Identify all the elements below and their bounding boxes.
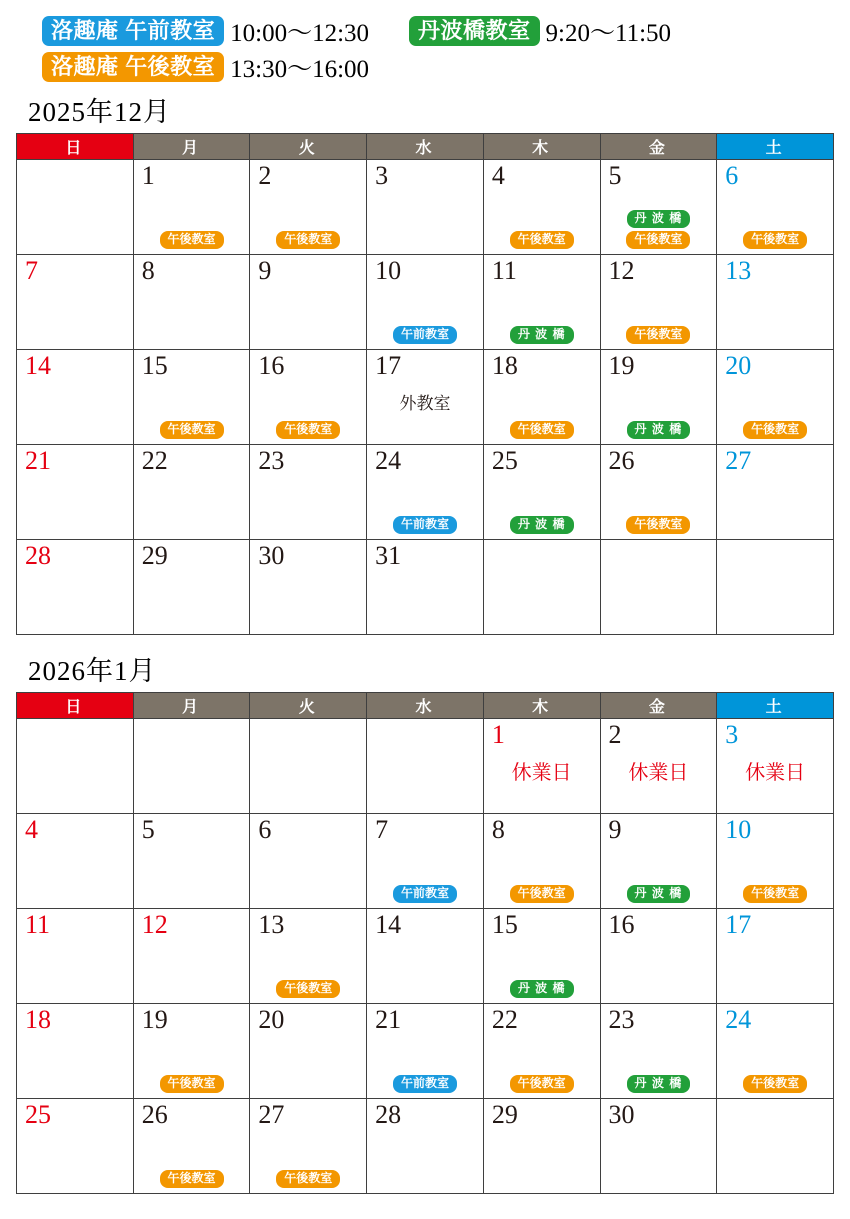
day-number: 25 (25, 1100, 51, 1129)
weekday-header-0: 日 (17, 693, 134, 719)
event-tags (250, 231, 366, 249)
week-row (17, 909, 834, 1004)
day-number: 15 (141, 351, 168, 380)
day-cell[interactable] (133, 1099, 250, 1194)
day-cell[interactable] (717, 814, 834, 909)
day-number: 20 (725, 351, 752, 380)
event-tags (484, 1075, 600, 1093)
event-tag[interactable]: 午後教室 (626, 326, 690, 344)
event-tags (484, 885, 600, 903)
day-number: 6 (725, 161, 739, 190)
event-tags (717, 231, 833, 249)
event-tags (484, 516, 600, 534)
day-cell[interactable] (133, 160, 250, 255)
weekday-header-4: 木 (483, 134, 600, 160)
day-cell[interactable] (17, 719, 134, 814)
week-row (17, 1004, 834, 1099)
day-number: 4 (491, 161, 505, 190)
day-cell[interactable] (250, 160, 367, 255)
day-number: 14 (25, 351, 51, 380)
calendar-table (16, 133, 834, 635)
event-tags (134, 421, 250, 439)
day-cell[interactable] (717, 1004, 834, 1099)
day-number: 12 (141, 910, 168, 939)
day-cell[interactable] (133, 814, 250, 909)
week-row (17, 540, 834, 635)
day-number: 7 (25, 256, 38, 285)
day-number: 30 (608, 1100, 635, 1129)
day-cell[interactable] (250, 719, 367, 814)
day-number: 19 (608, 351, 635, 380)
event-tag[interactable]: 午後教室 (510, 885, 574, 903)
day-cell[interactable] (717, 1099, 834, 1194)
event-tags (250, 1170, 366, 1188)
event-tag[interactable]: 午後教室 (276, 231, 340, 249)
day-cell[interactable] (17, 909, 134, 1004)
event-tag[interactable]: 午後教室 (743, 421, 807, 439)
event-tag[interactable]: 午後教室 (276, 1170, 340, 1188)
week-row (17, 255, 834, 350)
day-cell[interactable] (133, 255, 250, 350)
day-number: 5 (141, 815, 155, 844)
day-cell[interactable] (483, 1099, 600, 1194)
day-cell[interactable] (600, 719, 717, 814)
day-cell[interactable] (250, 814, 367, 909)
day-number: 10 (375, 256, 402, 285)
day-cell[interactable] (17, 540, 134, 635)
day-cell[interactable] (133, 1004, 250, 1099)
legend-row (16, 14, 834, 48)
legend-pill: 洛趣庵 午前教室 (42, 16, 224, 46)
day-cell[interactable] (367, 1099, 484, 1194)
day-number: 3 (725, 720, 739, 749)
day-cell[interactable] (17, 445, 134, 540)
weekday-header-5: 金 (600, 134, 717, 160)
day-cell[interactable] (717, 540, 834, 635)
day-cell[interactable] (600, 540, 717, 635)
weekday-header-4: 木 (483, 693, 600, 719)
day-number: 7 (375, 815, 389, 844)
legend-time: 13:30〜16:00 (230, 56, 370, 83)
week-row (17, 1099, 834, 1194)
day-number: 21 (25, 446, 51, 475)
week-row (17, 350, 834, 445)
day-cell[interactable] (17, 160, 134, 255)
day-cell[interactable] (250, 1004, 367, 1099)
day-number: 15 (491, 910, 518, 939)
event-tag[interactable]: 午前教室 (393, 1075, 457, 1093)
day-cell[interactable] (717, 909, 834, 1004)
weekday-header-2: 火 (250, 693, 367, 719)
event-tags (601, 210, 717, 249)
event-tag[interactable]: 丹 波 橋 (510, 516, 574, 534)
day-cell[interactable] (17, 1004, 134, 1099)
weekday-header-5: 金 (600, 693, 717, 719)
event-tags (717, 421, 833, 439)
day-number: 3 (375, 161, 389, 190)
day-number: 25 (491, 446, 518, 475)
event-tags (134, 1170, 250, 1188)
day-number: 28 (375, 1100, 402, 1129)
week-row (17, 719, 834, 814)
legend-item (42, 49, 369, 85)
event-tags (367, 1075, 483, 1093)
event-tags (601, 1075, 717, 1093)
day-cell[interactable] (483, 160, 600, 255)
day-number: 20 (258, 1005, 285, 1034)
event-tag[interactable]: 午後教室 (276, 421, 340, 439)
day-cell[interactable] (717, 160, 834, 255)
event-tag[interactable]: 午後教室 (510, 1075, 574, 1093)
event-tag[interactable]: 午後教室 (743, 231, 807, 249)
event-tag[interactable]: 丹 波 橋 (627, 1075, 691, 1093)
event-tag[interactable]: 午前教室 (393, 885, 457, 903)
day-number: 16 (608, 910, 635, 939)
day-cell[interactable] (483, 540, 600, 635)
day-cell[interactable] (600, 814, 717, 909)
day-cell[interactable] (483, 909, 600, 1004)
day-number: 9 (608, 815, 622, 844)
day-number: 13 (258, 910, 285, 939)
day-number: 6 (258, 815, 272, 844)
event-tag[interactable]: 午後教室 (510, 231, 574, 249)
event-tag[interactable]: 丹 波 橋 (627, 210, 691, 228)
day-cell[interactable] (600, 255, 717, 350)
event-tag[interactable]: 午後教室 (743, 885, 807, 903)
day-number: 13 (725, 256, 752, 285)
day-cell[interactable] (483, 445, 600, 540)
day-cell[interactable] (367, 255, 484, 350)
day-cell[interactable] (367, 540, 484, 635)
event-tags (484, 326, 600, 344)
event-tags (367, 326, 483, 344)
event-tag[interactable]: 午前教室 (393, 326, 457, 344)
event-tag[interactable]: 丹 波 橋 (510, 326, 574, 344)
day-cell[interactable] (133, 540, 250, 635)
event-tag[interactable]: 午後教室 (626, 231, 690, 249)
weekday-header-3: 水 (367, 134, 484, 160)
day-number: 29 (141, 541, 168, 570)
day-cell[interactable] (250, 540, 367, 635)
event-tag[interactable]: 午後教室 (160, 231, 224, 249)
weekday-header-2: 火 (250, 134, 367, 160)
day-cell[interactable] (600, 909, 717, 1004)
event-tag[interactable]: 午後教室 (276, 980, 340, 998)
day-number: 5 (608, 161, 622, 190)
event-tags (601, 326, 717, 344)
section-spacer (16, 635, 834, 645)
event-tags (250, 421, 366, 439)
event-tags (134, 231, 250, 249)
day-number: 8 (491, 815, 505, 844)
calendar-table (16, 692, 834, 1194)
day-number: 21 (375, 1005, 402, 1034)
day-cell[interactable] (600, 160, 717, 255)
day-number: 17 (725, 910, 752, 939)
day-number: 18 (25, 1005, 51, 1034)
legend-item (409, 13, 671, 49)
calendars (16, 90, 834, 1194)
day-number: 23 (258, 446, 285, 475)
day-number: 22 (141, 446, 168, 475)
day-cell[interactable] (600, 1004, 717, 1099)
day-cell[interactable] (250, 1099, 367, 1194)
day-number: 26 (141, 1100, 168, 1129)
legend-time: 9:20〜11:50 (545, 20, 672, 47)
event-tag[interactable]: 午前教室 (393, 516, 457, 534)
event-tags (717, 1075, 833, 1093)
event-tags (367, 885, 483, 903)
event-tag[interactable]: 丹 波 橋 (627, 885, 691, 903)
event-tag[interactable]: 午後教室 (160, 421, 224, 439)
day-number: 29 (491, 1100, 518, 1129)
day-cell[interactable] (367, 909, 484, 1004)
day-number: 2 (608, 720, 622, 749)
day-cell[interactable] (483, 255, 600, 350)
day-cell[interactable] (483, 350, 600, 445)
event-tag[interactable]: 午後教室 (743, 1075, 807, 1093)
weekday-header-1: 月 (133, 134, 250, 160)
day-cell[interactable] (600, 445, 717, 540)
day-cell[interactable] (717, 350, 834, 445)
closed-label: 休業日 (745, 762, 806, 785)
day-cell[interactable] (600, 1099, 717, 1194)
legend-pill: 洛趣庵 午後教室 (42, 52, 224, 82)
day-cell[interactable] (367, 1004, 484, 1099)
day-cell[interactable] (717, 255, 834, 350)
day-cell[interactable] (600, 350, 717, 445)
event-tag[interactable]: 午後教室 (510, 421, 574, 439)
day-note: 外教室 (399, 394, 451, 414)
day-cell[interactable] (133, 909, 250, 1004)
event-tags (134, 1075, 250, 1093)
day-cell[interactable] (250, 909, 367, 1004)
month-title: 2025年12月 (28, 97, 171, 127)
week-row (17, 445, 834, 540)
day-number: 28 (25, 541, 51, 570)
day-number: 19 (141, 1005, 168, 1034)
day-cell[interactable] (250, 350, 367, 445)
day-number: 1 (491, 720, 505, 749)
day-cell[interactable] (17, 1099, 134, 1194)
event-tags (601, 421, 717, 439)
day-number: 9 (258, 256, 272, 285)
day-number: 10 (725, 815, 752, 844)
day-cell[interactable] (483, 1004, 600, 1099)
day-cell[interactable] (367, 350, 484, 445)
event-tags (484, 421, 600, 439)
day-number: 12 (608, 256, 635, 285)
day-number: 14 (375, 910, 402, 939)
day-number: 11 (491, 256, 517, 285)
event-tag[interactable]: 丹 波 橋 (627, 421, 691, 439)
day-cell[interactable] (367, 160, 484, 255)
day-number: 24 (725, 1005, 752, 1034)
day-cell[interactable] (717, 719, 834, 814)
legend-time: 10:00〜12:30 (230, 20, 370, 47)
day-number: 22 (491, 1005, 518, 1034)
day-cell[interactable] (17, 350, 134, 445)
week-row (17, 160, 834, 255)
event-tag[interactable]: 丹 波 橋 (510, 980, 574, 998)
event-tags (484, 231, 600, 249)
weekday-header-0: 日 (17, 134, 134, 160)
day-number: 30 (258, 541, 285, 570)
day-number: 26 (608, 446, 635, 475)
day-cell[interactable] (483, 719, 600, 814)
legend-pill: 丹波橋教室 (409, 16, 540, 46)
legend-item (42, 13, 369, 49)
closed-label: 休業日 (628, 762, 689, 785)
event-tags (250, 980, 366, 998)
day-number: 24 (375, 446, 402, 475)
event-tags (601, 885, 717, 903)
day-number: 8 (141, 256, 155, 285)
legend-row (16, 50, 834, 84)
weekday-header-6: 土 (717, 693, 834, 719)
weekday-header-6: 土 (717, 134, 834, 160)
weekday-header-3: 水 (367, 693, 484, 719)
event-tag[interactable]: 午後教室 (626, 516, 690, 534)
day-number: 27 (725, 446, 752, 475)
month-title: 2026年1月 (28, 656, 157, 686)
closed-label: 休業日 (511, 762, 572, 785)
legend (16, 14, 834, 84)
day-cell[interactable] (133, 445, 250, 540)
event-tags (717, 885, 833, 903)
day-number: 27 (258, 1100, 285, 1129)
day-number: 16 (258, 351, 285, 380)
day-cell[interactable] (17, 814, 134, 909)
day-number: 17 (375, 351, 402, 380)
weekday-header-1: 月 (133, 693, 250, 719)
day-cell[interactable] (367, 445, 484, 540)
day-cell[interactable] (17, 255, 134, 350)
weekday-header-row (17, 134, 834, 160)
day-cell[interactable] (133, 719, 250, 814)
weekday-header-row (17, 693, 834, 719)
day-number: 11 (25, 910, 51, 939)
week-row (17, 814, 834, 909)
event-tags (484, 980, 600, 998)
event-tag[interactable]: 午後教室 (160, 1170, 224, 1188)
day-cell[interactable] (250, 445, 367, 540)
day-cell[interactable] (250, 255, 367, 350)
day-number: 4 (25, 815, 38, 844)
day-number: 31 (375, 541, 402, 570)
event-tag[interactable]: 午後教室 (160, 1075, 224, 1093)
day-cell[interactable] (367, 719, 484, 814)
day-number: 2 (258, 161, 272, 190)
day-number: 1 (141, 161, 155, 190)
day-number: 23 (608, 1005, 635, 1034)
day-cell[interactable] (367, 814, 484, 909)
day-number: 18 (491, 351, 518, 380)
event-tags (367, 516, 483, 534)
event-tags (601, 516, 717, 534)
day-cell[interactable] (483, 814, 600, 909)
day-cell[interactable] (717, 445, 834, 540)
day-cell[interactable] (133, 350, 250, 445)
